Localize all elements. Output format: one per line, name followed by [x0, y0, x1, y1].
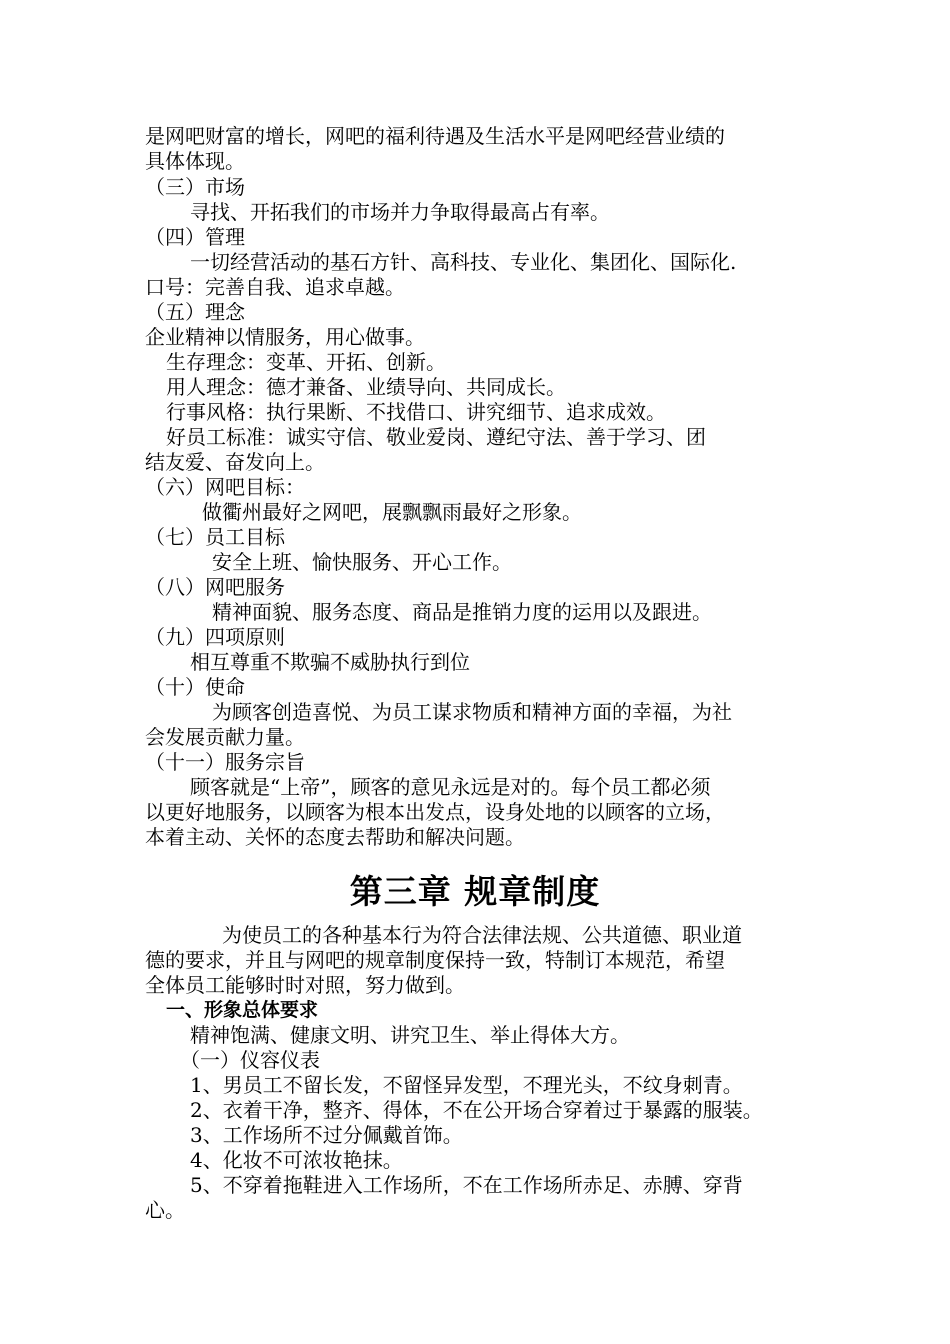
body-line: 会发展贡献力量。	[145, 725, 305, 749]
chapter-title: 第三章 规章制度	[349, 872, 601, 911]
body-line: 相互尊重不欺骗不威胁执行到位	[190, 650, 470, 674]
body-line: 全体员工能够时时对照，努力做到。	[145, 973, 465, 997]
section-heading: （七）员工目标	[145, 525, 285, 549]
section-heading: （十一）服务宗旨	[145, 750, 305, 774]
body-line: 精神饱满、健康文明、讲究卫生、举止得体大方。	[190, 1023, 630, 1047]
body-line: 是网吧财富的增长，网吧的福利待遇及生活水平是网吧经营业绩的	[145, 124, 725, 148]
body-line: 心。	[145, 1198, 185, 1222]
section-heading: （十）使命	[145, 675, 245, 699]
body-line: 用人理念：德才兼备、业绩导向、共同成长。	[166, 375, 566, 399]
section-heading: （五）理念	[145, 300, 245, 324]
body-line: 生存理念：变革、开拓、创新。	[166, 350, 446, 374]
section-heading: （四）管理	[145, 225, 245, 249]
body-line: 具体体现。	[145, 149, 245, 173]
body-line: 好员工标准：诚实守信、敬业爱岗、遵纪守法、善于学习、团	[166, 425, 706, 449]
list-item: 4、化妆不可浓妆艳抹。	[190, 1148, 403, 1172]
body-line: 精神面貌、服务态度、商品是推销力度的运用以及跟进。	[212, 600, 712, 624]
body-line: 本着主动、关怀的态度去帮助和解决问题。	[145, 825, 525, 849]
section-heading: （八）网吧服务	[145, 575, 285, 599]
list-item: 3、工作场所不过分佩戴首饰。	[190, 1123, 463, 1147]
body-line: 为顾客创造喜悦、为员工谋求物质和精神方面的幸福，为社	[212, 700, 732, 724]
section-heading: （三）市场	[145, 175, 245, 199]
body-line: 寻找、开拓我们的市场并力争取得最高占有率。	[190, 200, 610, 224]
list-item: 5、不穿着拖鞋进入工作场所，不在工作场所赤足、赤膊、穿背	[190, 1173, 743, 1197]
body-line: 安全上班、愉快服务、开心工作。	[212, 550, 512, 574]
body-line: 企业精神以情服务，用心做事。	[145, 325, 425, 349]
body-line: 做衢州最好之网吧，展飘飘雨最好之形象。	[202, 500, 582, 524]
section-heading: （六）网吧目标：	[145, 475, 305, 499]
section-heading: （一）仪容仪表	[180, 1048, 320, 1072]
body-line: 顾客就是“上帝”，顾客的意见永远是对的。每个员工都必须	[190, 775, 711, 799]
body-line: 一切经营活动的基石方针、高科技、专业化、集团化、国际化.	[190, 250, 737, 274]
body-line: 结友爱、奋发向上。	[145, 450, 325, 474]
section-heading: （九）四项原则	[145, 625, 285, 649]
body-line: 行事风格：执行果断、不找借口、讲究细节、追求成效。	[166, 400, 666, 424]
list-item: 1、男员工不留长发，不留怪异发型，不理光头，不纹身刺青。	[190, 1073, 743, 1097]
subsection-heading: 一、形象总体要求	[166, 999, 319, 1021]
body-line: 以更好地服务，以顾客为根本出发点，设身处地的以顾客的立场，	[145, 800, 725, 824]
list-item: 2、衣着干净，整齐、得体，不在公开场合穿着过于暴露的服装。	[190, 1098, 763, 1122]
body-line: 口号：完善自我、追求卓越。	[145, 275, 405, 299]
body-line: 为使员工的各种基本行为符合法律法规、公共道德、职业道	[222, 923, 742, 947]
body-line: 德的要求，并且与网吧的规章制度保持一致，特制订本规范，希望	[145, 948, 725, 972]
